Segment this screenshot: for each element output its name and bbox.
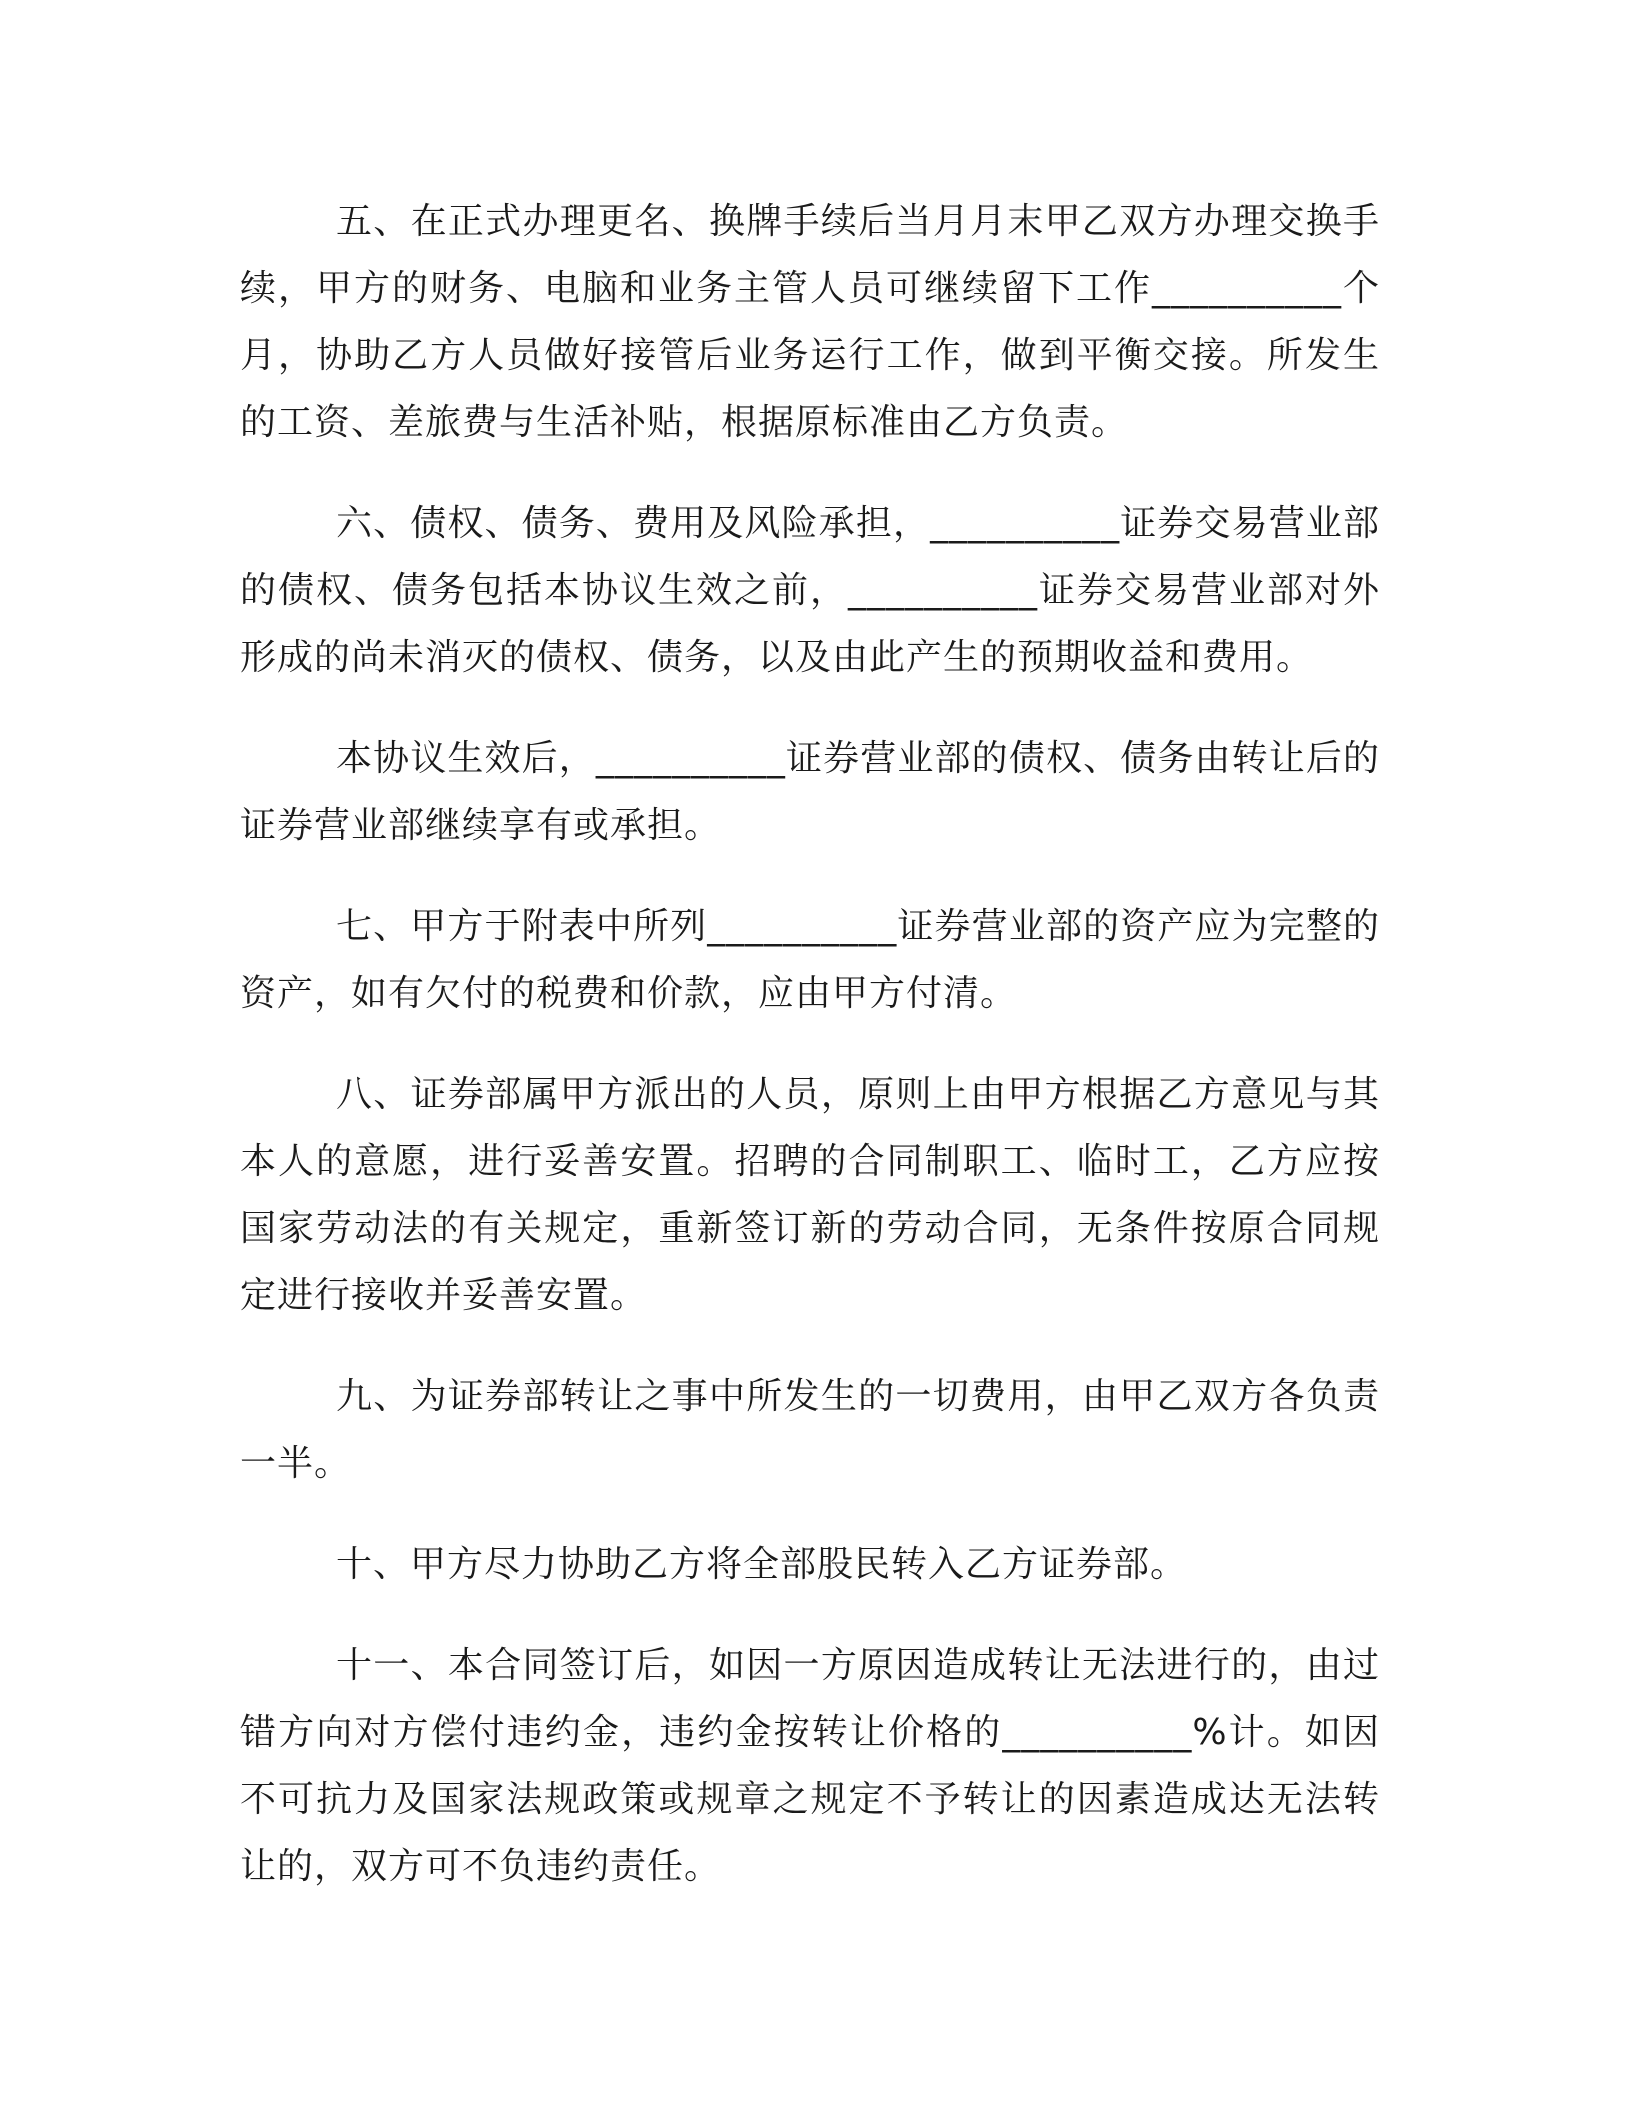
- clause-6-paragraph: 六、债权、债务、费用及风险承担，__________证券交易营业部的债权、债务包括本协议生效之前，__________证券交易营业部对外形成的尚未消灭的债权、债务，以及由此产生的预期收益和费用。: [240, 503, 1380, 678]
- clause-8-paragraph: 八、证券部属甲方派出的人员，原则上由甲方根据乙方意见与其本人的意愿，进行妥善安置。招聘的合同制职工、临时工，乙方应按国家劳动法的有关规定，重新签订新的劳动合同，无条件按原合同规定进行接收并妥善安置。: [240, 1074, 1380, 1316]
- clause-5-paragraph: 五、在正式办理更名、换牌手续后当月月末甲乙双方办理交换手续，甲方的财务、电脑和业务主管人员可继续留下工作__________个月，协助乙方人员做好接管后业务运行工作，做到平衡交接。所发生的工资、差旅费与生活补贴，根据原标准由乙方负责。: [240, 201, 1380, 443]
- clause-10-paragraph: 十、甲方尽力协助乙方将全部股民转入乙方证券部。: [336, 1544, 1188, 1585]
- clause-9-paragraph: 九、为证券部转让之事中所发生的一切费用，由甲乙双方各负责一半。: [240, 1376, 1380, 1484]
- clause-11-paragraph: 十一、本合同签订后，如因一方原因造成转让无法进行的，由过错方向对方偿付违约金，违约金按转让价格的__________%计。如因不可抗力及国家法规政策或规章之规定不予转让的因素造成达无法转让的，双方可不负违约责任。: [240, 1645, 1380, 1887]
- document-body: [240, 188, 1380, 1900]
- clause-7-paragraph: 七、甲方于附表中所列__________证券营业部的资产应为完整的资产，如有欠付的税费和价款，应由甲方付清。: [240, 906, 1380, 1014]
- clause-6-continuation-paragraph: 本协议生效后，__________证券营业部的债权、债务由转让后的证券营业部继续享有或承担。: [240, 738, 1380, 846]
